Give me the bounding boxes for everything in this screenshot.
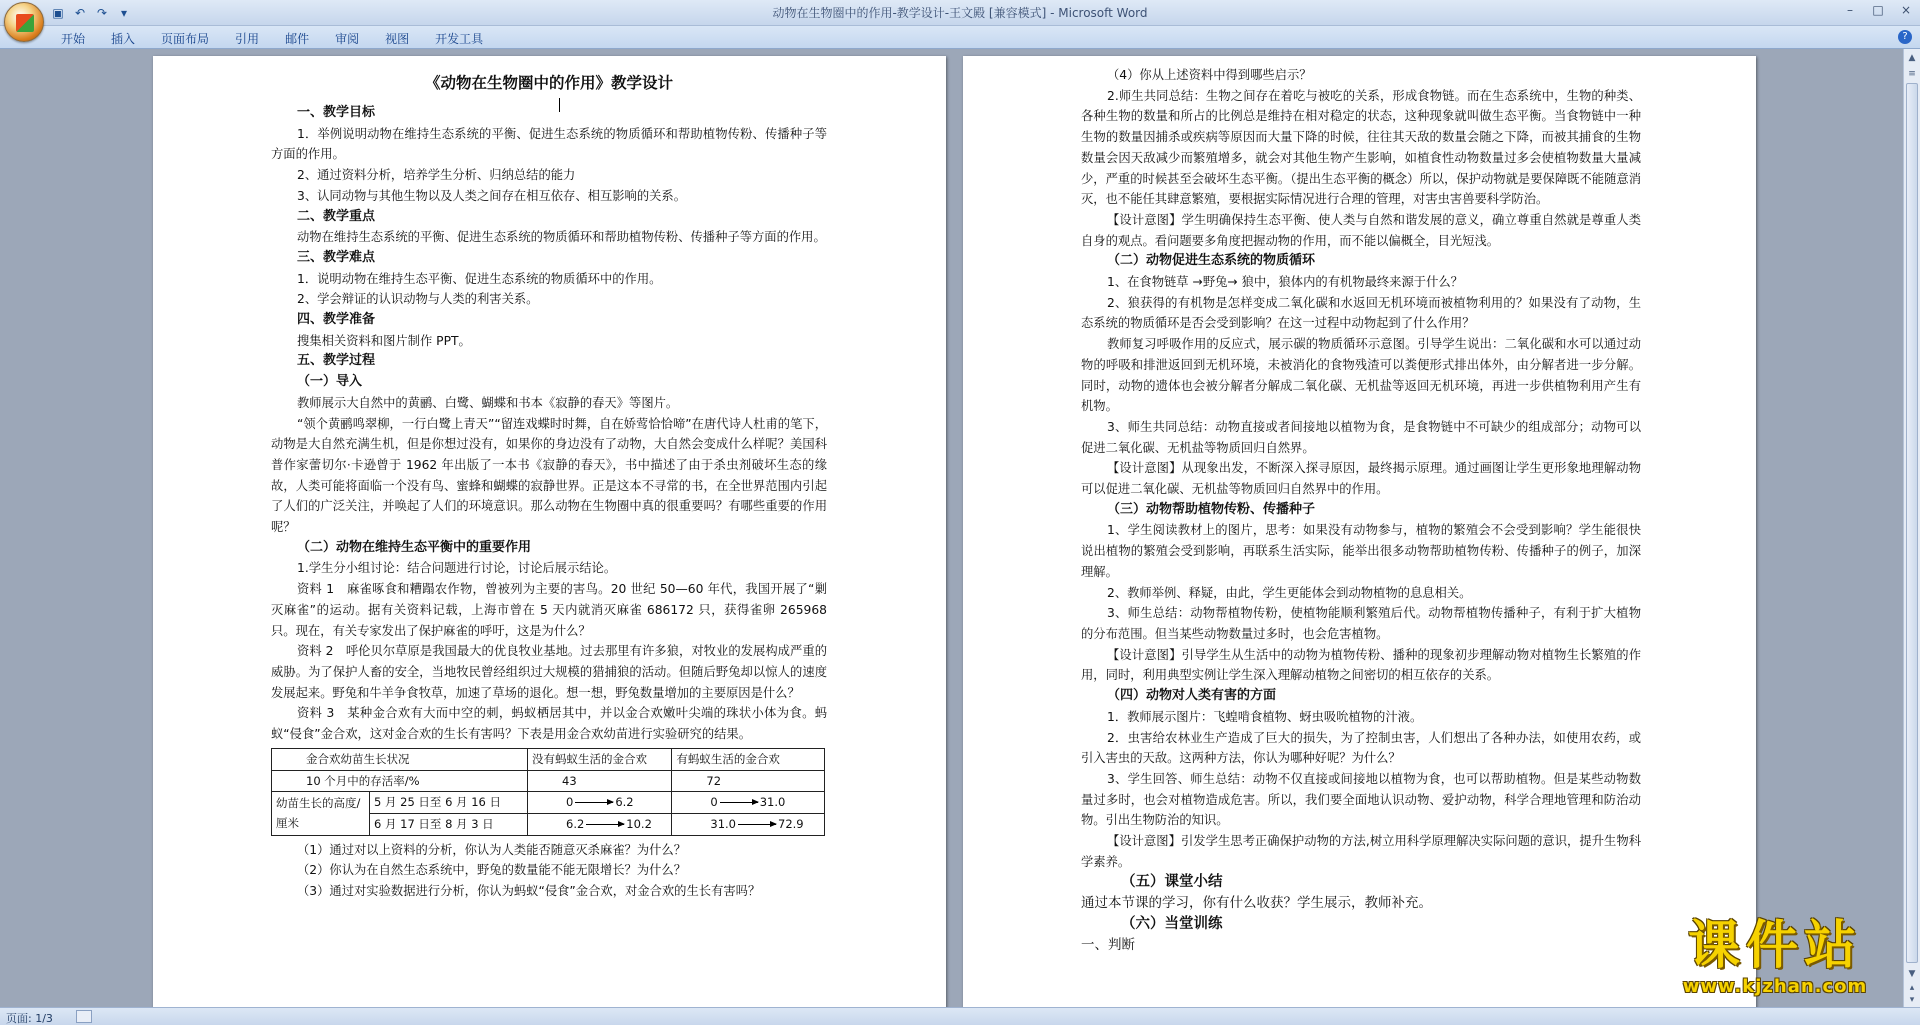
document-workspace (0, 49, 1903, 1007)
table-cell (528, 813, 672, 835)
subsection-heading: （二）动物促进生态系统的物质循环 (1107, 253, 1316, 269)
arrow-icon (720, 802, 758, 803)
paragraph: 【设计意图】从现象出发，不断深入探寻原因，最终揭示原理。通过画图让学生更形象地理解动物可以促进二氧化碳、无机盐等物质回归自然界中的作用。 (1081, 461, 1641, 497)
table-cell: 幼苗生长的高度/厘米 (272, 792, 370, 835)
paragraph: 1．举例说明动物在维持生态系统的平衡、促进生态系统的物质循环和帮助植物传粉、传播种子等方面的作用。 (271, 126, 827, 162)
ribbon (0, 26, 1920, 49)
title-bar (0, 0, 1920, 26)
minimize-button[interactable]: – (1847, 3, 1853, 17)
dropdown-icon[interactable]: ▾ (120, 6, 128, 20)
value-from: 0 (566, 795, 574, 810)
next-page-icon[interactable]: ▾ (1909, 995, 1915, 1005)
page-2-content (1081, 65, 1641, 955)
paragraph: 2、通过资料分析，培养学生分析、归纳总结的能力 (297, 168, 576, 183)
table-cell: 10 个月中的存活率/% (272, 770, 528, 792)
paragraph: 1、在食物链草 →野兔→ 狼中，狼体内的有机物最终来源于什么？ (1107, 275, 1463, 290)
paragraph: 【设计意图】引导学生从生活中的动物为植物传粉、播种的现象初步理解动物对植物生长繁殖的作用，同时，利用典型实例让学生深入理解动植物之间密切的相互依存的关系。 (1081, 647, 1641, 683)
paragraph: 3、师生总结：动物帮植物传粉，使植物能顺利繁殖后代。动物帮植物传播种子，有利于扩大植物的分布范围。但当某些动物数量过多时，也会危害植物。 (1081, 606, 1641, 641)
value-from: 31.0 (710, 816, 736, 831)
status-bar (0, 1007, 1920, 1025)
paragraph: 2、学会辩证的认识动物与人类的利害关系。 (297, 292, 539, 307)
table-cell: 72 (672, 770, 825, 792)
paragraph: 教师复习呼吸作用的反应式，展示碳的物质循环示意图。引导学生说出：二氧化碳和水可以通过动物的呼吸和排泄返回到无机环境，未被消化的食物残渣可以粪便形式排出体外，由分解者进一步分解。同时，动物的遗体也会被分解者分解成二氧化碳、无机盐等返回无机环境，再进一步供植物利用产生有机物。 (1081, 337, 1641, 414)
paragraph: 1．教师展示图片：飞蝗啃食植物、蚜虫吸吮植物的汁液。 (1107, 709, 1423, 724)
window-title: 动物在生物圈中的作用-教学设计-王文殿 [兼容模式] - Microsoft Word (772, 6, 1148, 20)
arrow-icon (738, 824, 776, 825)
value-to: 31.0 (759, 795, 786, 810)
paragraph: （3）通过对实验数据进行分析，你认为蚂蚁“侵食”金合欢，对金合欢的生长有害吗？ (297, 884, 761, 899)
paragraph: 资料 3 某种金合欢有大而中空的刺，蚂蚁栖居其中，并以金合欢嫩叶尖端的珠状小体为食。蚂蚁“侵食”金合欢，这对金合欢的生长有害吗？下表是用金合欢幼苗进行实验研究的结果。 (271, 706, 827, 742)
table-cell: 金合欢幼苗生长状况 (272, 748, 528, 770)
paragraph: 1.学生分小组讨论：结合问题进行讨论，讨论后展示结论。 (297, 561, 617, 576)
maximize-button[interactable]: □ (1872, 3, 1884, 17)
tab-page-layout[interactable]: 页面布局 (161, 32, 210, 46)
tab-review[interactable]: 审阅 (335, 32, 360, 46)
undo-icon[interactable]: ↶ (74, 6, 86, 20)
paragraph: 【设计意图】引发学生思考正确保护动物的方法,树立用科学原理解决实际问题的意识，提升生物科学素养。 (1081, 834, 1641, 869)
page-indicator[interactable]: 页面: 1/3 (6, 1012, 53, 1025)
value-to: 6.2 (615, 795, 634, 810)
tab-references[interactable]: 引用 (235, 32, 260, 46)
page-1[interactable] (153, 56, 946, 1007)
ruler-toggle-icon[interactable]: ≡ (1908, 69, 1916, 79)
table-cell (672, 813, 825, 835)
page-2[interactable] (963, 56, 1756, 1007)
section-heading: 一、教学目标 (297, 105, 376, 120)
section-heading: 三、教学难点 (297, 249, 376, 265)
tab-developer[interactable]: 开发工具 (435, 32, 484, 46)
subsection-heading: （四）动物对人类有害的方面 (1107, 688, 1277, 704)
section-heading: 四、教学准备 (297, 312, 376, 328)
subsection-heading: （五）课堂小结 (1121, 874, 1223, 891)
subsection-heading: （六）当堂训练 (1121, 915, 1223, 932)
table-cell: 有蚂蚁生活的金合欢 (672, 748, 825, 770)
paragraph: 资料 1 麻雀啄食和糟蹋农作物，曾被列为主要的害鸟。20 世纪 50—60 年代，我国开展了“剿灭麻雀”的运动。据有关资料记载，上海市曾在 5 天内就消灭麻雀 686172 只，获得雀卵 265968 只。现在，有关专家发出了保护麻雀的呼吁，这是为什么？ (271, 582, 827, 638)
paragraph: “领个黄鹂鸣翠柳，一行白鹭上青天”“留连戏蝶时时舞，自在娇莺恰恰啼”在唐代诗人杜甫的笔下，动物是大自然充满生机，但是你想过没有，如果你的身边没有了动物，大自然会变成什么样呢？美国科普作家蕾切尔·卡逊曾于 1962 年出版了一本书《寂静的春天》，书中描述了由于杀虫剂破坏生态的缘故，人类可能将面临一个没有鸟、蜜蜂和蝴蝶的寂静世界。正是这本不寻常的书，在全世界范围内引起了人们的广泛关注，并唤起了人们的环境意识。那么动物在生物圈中真的很重要吗？有哪些重要的作用呢？ (271, 416, 827, 535)
paragraph: 通过本节课的学习，你有什么收获？学生展示，教师补充。 (1081, 895, 1432, 912)
watermark (1640, 916, 1910, 1006)
office-logo-icon (16, 14, 34, 32)
table-row (272, 792, 825, 814)
paragraph: 1．说明动物在维持生态平衡、促进生态系统的物质循环中的作用。 (297, 271, 662, 286)
paragraph: 2、教师举例、释疑，由此，学生更能体会到动物植物的息息相关。 (1107, 585, 1472, 600)
page-1-content (271, 69, 827, 902)
redo-icon[interactable]: ↷ (96, 6, 108, 20)
watermark-url: www.kjzhan.com (1682, 976, 1868, 997)
paragraph: 资料 2 呼伦贝尔草原是我国最大的优良牧业基地。过去那里有许多狼，对牧业的发展构成严重的威胁。为了保护人畜的安全，当地牧民曾经组织过大规模的猎捕狼的活动。但随后野兔却以惊人的速度发展起来。野兔和牛羊争食牧草，加速了草场的退化。想一想，野兔数量增加的主要原因是什么？ (271, 644, 827, 700)
office-button[interactable] (4, 2, 44, 42)
subsection-heading: （三）动物帮助植物传粉、传播种子 (1107, 501, 1316, 517)
value-to: 72.9 (778, 816, 804, 831)
scroll-down-icon[interactable]: ▼ (1908, 969, 1916, 979)
table-cell (528, 792, 672, 814)
table-cell (672, 792, 825, 814)
value-to: 10.2 (626, 816, 652, 831)
arrow-icon (586, 824, 624, 825)
table-row (272, 770, 825, 792)
previous-page-icon[interactable]: ▴ (1909, 983, 1915, 993)
value-from: 6.2 (566, 816, 585, 831)
paragraph: 1、学生阅读教材上的图片，思考：如果没有动物参与，植物的繁殖会不会受到影响？学生能很快说出植物的繁殖会受到影响，再联系生活实际，能举出很多动物帮助植物传粉、传播种子的例子，加深理解。 (1081, 523, 1641, 579)
paragraph: 3、师生共同总结：动物直接或者间接地以植物为食，是食物链中不可缺少的组成部分；动物可以促进二氧化碳、无机盐等物质回归自然界。 (1081, 419, 1641, 455)
paragraph: 动物在维持生态系统的平衡、促进生态系统的物质循环和帮助植物传粉、传播种子等方面的作用。 (297, 230, 826, 245)
table-cell: 没有蚂蚁生活的金合欢 (528, 748, 672, 770)
section-heading: 五、教学过程 (297, 353, 376, 369)
paragraph: 3、认同动物与其他生物以及人类之间存在相互依存、相互影响的关系。 (297, 188, 687, 203)
ribbon-tabs (48, 29, 496, 48)
paragraph: （2）你认为在自然生态系统中，野兔的数量能不能无限增长？为什么？ (297, 863, 687, 878)
help-icon[interactable]: ? (1898, 30, 1912, 44)
table-cell: 6 月 17 日至 8 月 3 日 (370, 813, 528, 835)
close-button[interactable]: × (1900, 3, 1912, 17)
scroll-up-icon[interactable]: ▲ (1908, 53, 1916, 63)
experiment-table (271, 748, 825, 836)
language-icon[interactable] (76, 1010, 92, 1023)
table-cell: 43 (528, 770, 672, 792)
paragraph: （4）你从上述资料中得到哪些启示？ (1107, 68, 1312, 82)
tab-insert[interactable]: 插入 (111, 32, 136, 46)
watermark-brand: 课件站 (1687, 916, 1862, 976)
subsection-heading: （二）动物在维持生态平衡中的重要作用 (297, 539, 532, 555)
paragraph: 2、狼获得的有机物是怎样变成二氧化碳和水返回无机环境而被植物利用的？如果没有了动物，生态系统的物质循环是否会受到影响？在这一过程中动物起到了什么作用？ (1081, 295, 1641, 331)
paragraph: （1）通过对以上资料的分析，你认为人类能否随意灭杀麻雀？为什么？ (297, 842, 687, 857)
paragraph: 2．虫害给农林业生产造成了巨大的损失，为了控制虫害，人们想出了各种办法，如使用农药，或引入害虫的天敌。这两种方法，你认为哪种好呢？为什么？ (1081, 730, 1641, 766)
value-from: 0 (710, 795, 718, 810)
subsection-heading: （一）导入 (297, 374, 363, 390)
tab-mailings[interactable]: 邮件 (285, 32, 310, 46)
paragraph: 一、判断 (1081, 936, 1135, 953)
tab-home[interactable]: 开始 (61, 32, 86, 46)
paragraph: 搜集相关资料和图片制作 PPT。 (297, 333, 471, 348)
paragraph: 2.师生共同总结：生物之间存在着吃与被吃的关系，形成食物链。而在生态系统中，生物的种类、各种生物的数量和所占的比例总是维持在相对稳定的状态，这种现象就叫做生态平衡。当食物链中一种生物的数量因捕杀或疾病等原因而大量下降的时候，往往其天敌的数量会随之下降，而被其捕食的生物数量会因天敌减少而繁殖增多，就会对其他生物产生影响，如植食性动物数量过多会使植物数量大量减少，严重的时候甚至会破坏生态平衡。（提出生态平衡的概念）所以，保护动物就是要保障既不能随意消灭，也不能任其肆意繁殖，要根据实际情况进行合理的管理，对害虫害兽要科学防治。 (1081, 88, 1641, 207)
scrollbar-thumb[interactable] (1906, 83, 1918, 963)
paragraph: 教师展示大自然中的黄鹂、白鹭、蝴蝶和书本《寂静的春天》等图片。 (297, 395, 679, 410)
save-icon[interactable]: ▣ (52, 6, 64, 20)
vertical-scrollbar[interactable] (1903, 49, 1920, 1007)
arrow-icon (575, 802, 613, 803)
table-cell: 5 月 25 日至 6 月 16 日 (370, 792, 528, 814)
tab-view[interactable]: 视图 (385, 32, 410, 46)
table-header-row (272, 748, 825, 770)
section-heading: 二、教学重点 (297, 208, 376, 224)
paragraph: 【设计意图】学生明确保持生态平衡、使人类与自然和谐发展的意义，确立尊重自然就是尊重人类自身的观点。看问题要多角度把握动物的作用，而不能以偏概全，目光短浅。 (1081, 212, 1641, 248)
paragraph: 3、学生回答、师生总结：动物不仅直接或间接地以植物为食，也可以帮助植物。但是某些动物数量过多时，也会对植物造成危害。所以，我们要全面地认识动物、爱护动物，科学合理地管理和防治动物。引出生物防治的知识。 (1081, 771, 1641, 828)
document-title: 《动物在生物圈中的作用》教学设计 (424, 74, 673, 92)
